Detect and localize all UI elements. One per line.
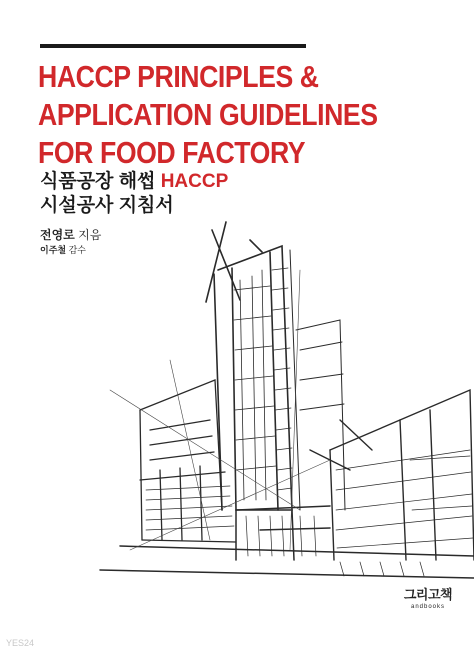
title-line-3: FOR FOOD FACTORY	[38, 135, 306, 170]
subtitle-line-1	[40, 170, 340, 194]
supervisor-name: 이주철	[40, 245, 67, 255]
publisher-subname: andbooks	[410, 604, 446, 610]
subtitle-accent: HACCP	[160, 171, 229, 192]
author-name: 전영로	[40, 228, 75, 242]
supervisor-role: 감수	[68, 245, 86, 255]
publisher-name: 그리고책	[403, 587, 453, 602]
building-sketch-illustration	[0, 210, 474, 590]
subtitle-prefix: 식품공장 해썹	[40, 171, 161, 192]
title-line-1: HACCP PRINCIPLES &	[38, 59, 319, 94]
publisher-logo	[398, 584, 458, 610]
top-rule	[40, 44, 306, 48]
book-title	[38, 58, 468, 172]
author-role: 지음	[78, 228, 102, 242]
watermark: YES24	[6, 638, 35, 648]
title-line-2: APPLICATION GUIDELINES	[38, 97, 378, 132]
subtitle-line-2: 시설공사 지침서	[40, 195, 174, 216]
